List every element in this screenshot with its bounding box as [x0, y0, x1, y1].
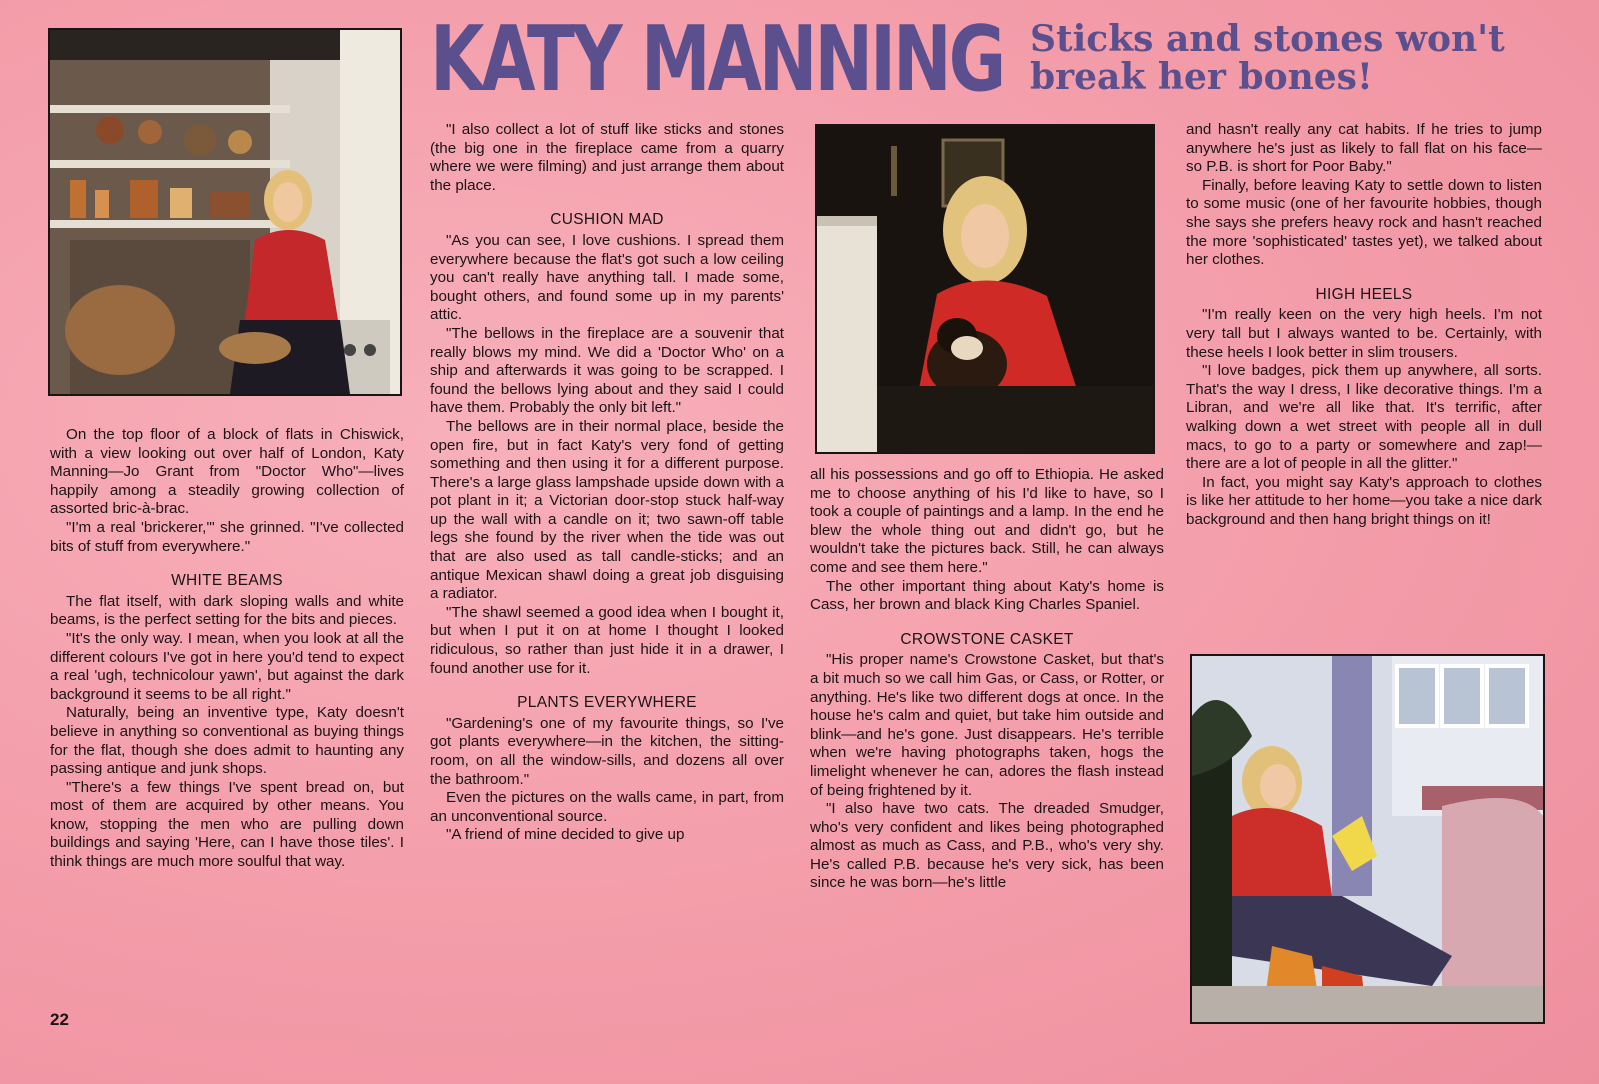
paragraph: "The shawl seemed a good idea when I bought it, but when I put it on at home I thought I looked ridiculous, so rather than just hide it in a drawer, I found another use for it.	[430, 603, 784, 677]
paragraph: "The bellows in the fireplace are a souvenir that really blows my mind. We did a 'Doctor Who' on a ship and afterwards it was going to be scrapped. I found the bellows lying about and they said I could have them. Probably the only bit left."	[430, 324, 784, 417]
column-3	[810, 466, 1164, 893]
paragraph: and hasn't really any cat habits. If he tries to jump anywhere he's just as likely to fall flat on his face—so P.B. is short for Poor Baby."	[1186, 121, 1542, 176]
paragraph: "I also have two cats. The dreaded Smudger, who's very confident and likes being photographed almost as much as Cass, and P.B., who's very shy. He's called P.B. because he's very sick, has been since he was born—he's little	[810, 800, 1164, 892]
paragraph: In fact, you might say Katy's approach to clothes is like her attitude to her home—you take a nice dark background and then hang bright things on it!	[1186, 473, 1542, 528]
kitchen-photo	[48, 28, 402, 396]
paragraph: "There's a few things I've spent bread on, but most of them are acquired by other means. You know, stopping the men who are pulling down buildings and saying 'Here, can I have those tiles'. I think things are much more soulful that way.	[50, 778, 404, 871]
subheading-white-beams: WHITE BEAMS	[171, 572, 283, 590]
portrait-with-dog-photo	[815, 124, 1155, 454]
subheading-crowstone-casket: CROWSTONE CASKET	[900, 630, 1074, 648]
paragraph: "I love badges, pick them up anywhere, all sorts. That's the way I dress, I like decorative things. I'm a Libran, and we're all like that. It's terrific, after walking down a wet street with people all in dull macs, to go to a party or somewhere and zap!—there are a lot of people in all the glitter."	[1186, 362, 1542, 473]
paragraph: Finally, before leaving Katy to settle down to listen to some music (one of her favourite hobbies, though she says she prefers heavy rock and hasn't reached the more 'sophisticated' tastes yet), we talked about her clothes.	[1186, 176, 1542, 269]
paragraph: "A friend of mine decided to give up	[446, 826, 685, 844]
paragraph: "I'm a real 'brickerer,'" she grinned. "I've collected bits of stuff from everywhere."	[50, 518, 404, 555]
paragraph: The flat itself, with dark sloping walls and white beams, is the perfect setting for the bits and pieces.	[50, 592, 404, 629]
paragraph: On the top floor of a block of flats in Chiswick, with a view looking out over half of London, Katy Manning—Jo Grant from "Doctor Who"—lives happily among a steadily growing collection of assorted bric-à-brac.	[50, 426, 404, 518]
shoes-photo	[1190, 654, 1545, 1024]
paragraph: all his possessions and go off to Ethiopia. He asked me to choose anything of his I'd like to have, so I took a couple of paintings and a lamp. In the end he blew the whole thing out and didn't go, but he wouldn't take the pictures back. Still, he can always come and see them here."	[810, 466, 1164, 576]
paragraph: The bellows are in their normal place, beside the open fire, but in fact Katy's very fond of getting something and then using it for a different purpose. There's a large glass lampshade upside down with a pot plant in it; a Victorian door-stop stuck half-way up the wall with a candle on it; two sawn-off table legs she found by the river when the tide was out that are also used as tall candle-sticks; and an antique Mexican shawl doing a great job disguising a radiator.	[430, 417, 784, 603]
paragraph: "As you can see, I love cushions. I spread them everywhere because the flat's got such a low ceiling you can't really have anything tall. I made some, bought others, and found some up in my parents' attic.	[430, 231, 784, 324]
subheading-plants-everywhere: PLANTS EVERYWHERE	[517, 694, 697, 712]
paragraph: The other important thing about Katy's home is Cass, her brown and black King Charles Spaniel.	[810, 577, 1164, 614]
paragraph: "It's the only way. I mean, when you look at all the different colours I've got in here you'd tend to expect a real 'ugh, technicolour yawn', but against the dark background it seems to be all right."	[50, 629, 404, 703]
paragraph: Even the pictures on the walls came, in part, from an unconventional source.	[430, 789, 784, 825]
article-title: KATY MANNING	[430, 7, 1004, 112]
paragraph: "His proper name's Crowstone Casket, but that's a bit much so we call him Gas, or Cass, or Rotter, or anything. He's like two different dogs at once. In the house he's calm and quiet, but take him outside and blink—and he's gone. Just disappears. He's terrible when we're having photographs taken, hogs the limelight whenever he can, adores the flash instead of being frightened by it.	[810, 651, 1164, 799]
paragraph: "I'm really keen on the very high heels. I'm not very tall but I always wanted to be. Certainly, with these heels I look better in slim trousers.	[1186, 306, 1542, 361]
subheading-high-heels: HIGH HEELS	[1315, 285, 1413, 303]
page-number: 22	[50, 1010, 69, 1029]
column-2	[430, 121, 784, 845]
paragraph: "Gardening's one of my favourite things, so I've got plants everywhere—in the kitchen, the sitting-room, on all the window-sills, and dozens all over the bathroom."	[430, 714, 784, 788]
paragraph: Naturally, being an inventive type, Katy doesn't believe in anything so conventional as buying things for the flat, though she does admit to haunting any passing antique and junk shops.	[50, 704, 404, 778]
column-1	[50, 426, 404, 872]
paragraph: "I also collect a lot of stuff like sticks and stones (the big one in the fireplace came from a quarry where we were filming) and just arrange them about the place.	[430, 121, 784, 194]
article-subtitle: Sticks and stones won't break her bones!	[1030, 18, 1505, 98]
column-4	[1186, 121, 1542, 529]
subheading-cushion-mad: CUSHION MAD	[550, 211, 664, 229]
